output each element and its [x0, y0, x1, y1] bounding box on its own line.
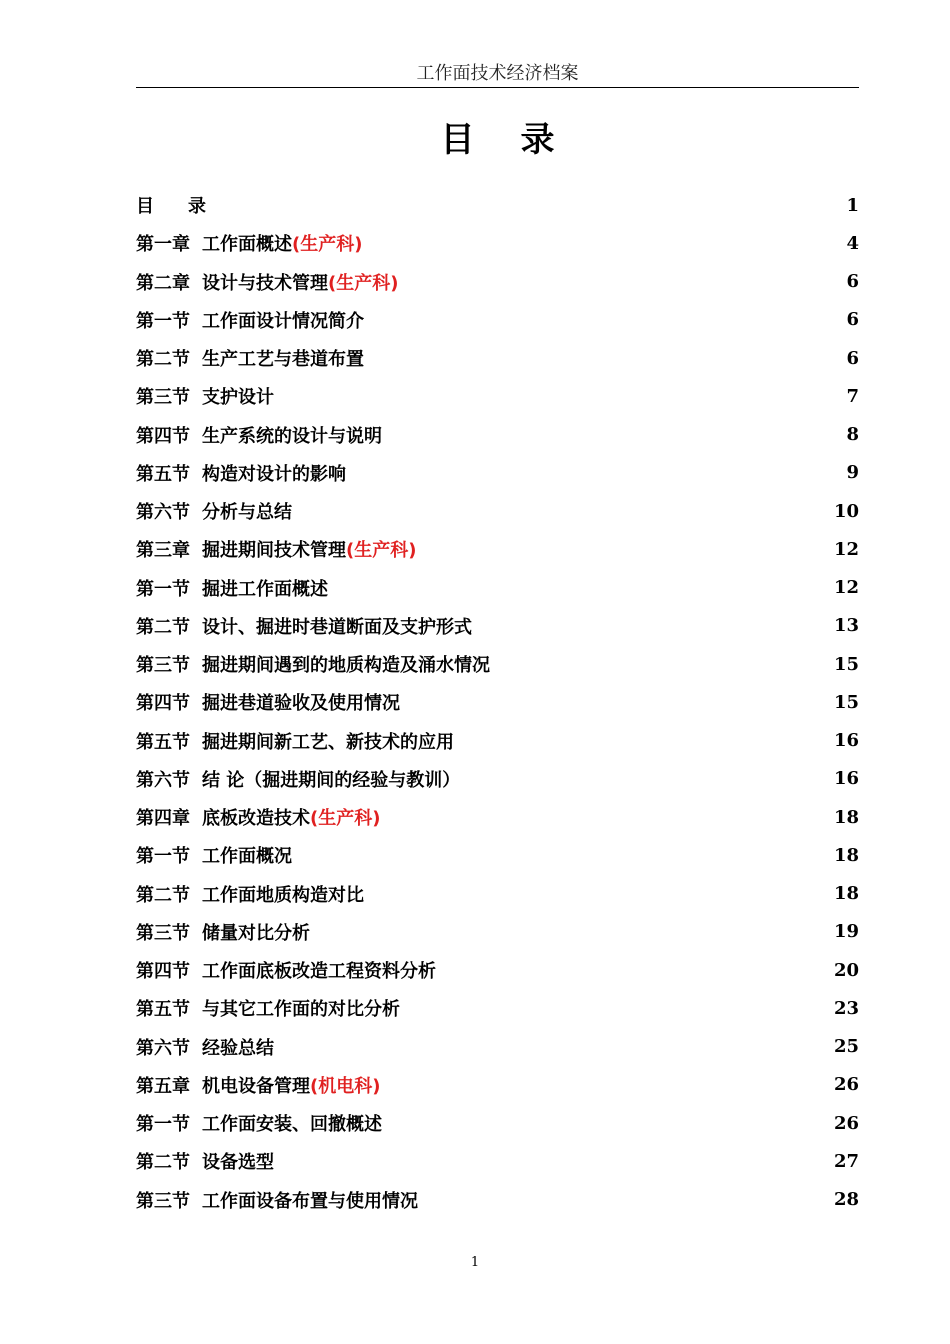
toc-heading: 目录 — [440, 120, 601, 160]
toc-entry[interactable] — [136, 722, 859, 760]
toc-entry-number: 第五节 — [136, 463, 190, 485]
toc-entry-title: 设计与技术管理 — [202, 272, 328, 294]
toc-entry-department: (机电科) — [310, 1075, 381, 1097]
toc-entry-title: 分析与总结 — [202, 502, 292, 524]
toc-entry-label — [136, 651, 490, 677]
toc-entry-number: 第一节 — [136, 1114, 190, 1136]
toc-entry-number: 第五节 — [136, 999, 190, 1021]
toc-entry[interactable] — [136, 569, 859, 607]
toc-entry[interactable] — [136, 913, 859, 951]
toc-entry-title: 工作面概况 — [202, 846, 292, 868]
toc-entry-title: 掘进期间遇到的地质构造及涌水情况 — [202, 655, 490, 677]
toc-entry-label — [136, 269, 398, 295]
toc-entry-title: 生产工艺与巷道布置 — [202, 349, 364, 371]
toc-entry-label — [136, 1110, 382, 1136]
toc-entry-page: 18 — [833, 806, 859, 828]
toc-entry-number: 第二节 — [136, 884, 190, 906]
toc-entry-label — [136, 536, 416, 562]
toc-entry-label — [136, 498, 292, 524]
toc-entry-label — [136, 1148, 274, 1174]
toc-entry[interactable] — [136, 339, 859, 377]
toc-entry-department: (生产科) — [310, 808, 381, 830]
toc-entry-number: 第四节 — [136, 961, 190, 983]
toc-entry-label — [136, 1034, 274, 1060]
toc-entry[interactable] — [136, 1028, 859, 1066]
toc-entry-number: 目 — [136, 196, 176, 218]
toc-entry-label — [136, 919, 310, 945]
toc-entry-label — [136, 230, 362, 256]
toc-entry[interactable] — [136, 454, 859, 492]
toc-entry-title: 工作面安装、回撤概述 — [202, 1114, 382, 1136]
running-header: 工作面技术经济档案 — [416, 63, 579, 84]
toc-entry-number: 第三章 — [136, 540, 190, 562]
toc-entry-title: 工作面概述 — [202, 234, 292, 256]
toc-entry-number: 第五章 — [136, 1075, 190, 1097]
toc-entry-title: 构造对设计的影响 — [202, 463, 346, 485]
toc-entry-title: 支护设计 — [202, 387, 274, 409]
toc-entry-page: 26 — [833, 1074, 859, 1096]
toc-entry[interactable] — [136, 645, 859, 683]
toc-entry-number: 第六节 — [136, 1037, 190, 1059]
toc-entry-label — [136, 383, 274, 409]
toc-entry-page: 12 — [833, 577, 859, 599]
toc-entry-number: 第三节 — [136, 922, 190, 944]
toc-entry-label — [136, 422, 382, 448]
toc-entry[interactable] — [136, 224, 859, 262]
toc-entry[interactable] — [136, 951, 859, 989]
toc-entry-label — [136, 575, 328, 601]
toc-entry-department: (生产科) — [346, 540, 417, 562]
toc-entry-label — [136, 345, 364, 371]
toc-entry-page: 19 — [833, 921, 859, 943]
toc-entry-number: 第四节 — [136, 693, 190, 715]
toc-entry-number: 第三节 — [136, 655, 190, 677]
toc-entry-page: 10 — [833, 500, 859, 522]
page-number: 1 — [470, 1255, 480, 1270]
toc-entry-number: 第二章 — [136, 272, 190, 294]
toc-entry[interactable] — [136, 1142, 859, 1180]
toc-entry[interactable] — [136, 416, 859, 454]
toc-entry-page: 6 — [846, 347, 859, 369]
toc-entry-title: 生产系统的设计与说明 — [202, 425, 382, 447]
toc-entry-label — [136, 613, 472, 639]
toc-entry-page: 6 — [846, 309, 859, 331]
toc-entry-number: 第六节 — [136, 769, 190, 791]
toc-entry-page: 25 — [833, 1036, 859, 1058]
toc-entry-label — [136, 1072, 380, 1098]
toc-entry-page: 16 — [833, 730, 859, 752]
toc-entry[interactable] — [136, 683, 859, 721]
toc-entry[interactable] — [136, 1104, 859, 1142]
toc-entry-title: 掘进期间技术管理 — [202, 540, 346, 562]
toc-entry-label — [136, 192, 228, 218]
toc-entry-page: 23 — [833, 997, 859, 1019]
toc-entry-number: 第一节 — [136, 578, 190, 600]
toc-entry-page: 9 — [846, 462, 859, 484]
header-rule — [136, 87, 859, 88]
toc-entry-number: 第三节 — [136, 387, 190, 409]
toc-entry-page: 13 — [833, 615, 859, 637]
toc-entry-title: 结 论（掘进期间的经验与教训） — [202, 769, 461, 791]
toc-entry[interactable] — [136, 836, 859, 874]
toc-entry-page: 28 — [833, 1189, 859, 1211]
toc-entry-title: 经验总结 — [202, 1037, 274, 1059]
toc-entry[interactable] — [136, 492, 859, 530]
toc-entry-page: 15 — [833, 653, 859, 675]
toc-entry-page: 16 — [833, 768, 859, 790]
toc-entry-title: 掘进工作面概述 — [202, 578, 328, 600]
toc-entry-title: 设备选型 — [202, 1152, 274, 1174]
toc-entry[interactable] — [136, 1181, 859, 1219]
toc-entry-title: 工作面地质构造对比 — [202, 884, 364, 906]
toc-entry-page: 27 — [833, 1150, 859, 1172]
toc-entry-title: 工作面设备布置与使用情况 — [202, 1190, 418, 1212]
toc-entry-number: 第四节 — [136, 425, 190, 447]
toc-entry-title: 与其它工作面的对比分析 — [202, 999, 400, 1021]
toc-entry-page: 20 — [833, 959, 859, 981]
toc-entry-label — [136, 460, 346, 486]
toc-entry[interactable] — [136, 377, 859, 415]
toc-entry-page: 26 — [833, 1112, 859, 1134]
toc-entry[interactable] — [136, 1066, 859, 1104]
toc-entry-number: 第四章 — [136, 808, 190, 830]
toc-entry-title: 底板改造技术 — [202, 808, 310, 830]
toc-entry-title: 掘进巷道验收及使用情况 — [202, 693, 400, 715]
toc-entry-number: 第一章 — [136, 234, 190, 256]
toc-entry-label — [136, 307, 364, 333]
toc-entry-title: 工作面底板改造工程资料分析 — [202, 961, 436, 983]
toc-entry-number: 第一节 — [136, 310, 190, 332]
toc-entry-department: (生产科) — [328, 272, 399, 294]
toc-entry-page: 15 — [833, 691, 859, 713]
toc-entry[interactable] — [136, 875, 859, 913]
toc-entry-number: 第一节 — [136, 846, 190, 868]
toc-entry-label — [136, 804, 380, 830]
toc-entry-label — [136, 689, 400, 715]
toc-entry-page: 1 — [846, 194, 859, 216]
toc-entry-title: 设计、掘进时巷道断面及支护形式 — [202, 616, 472, 638]
toc-entry-page: 12 — [833, 538, 859, 560]
toc-entry-label — [136, 842, 292, 868]
toc-entry-title: 录 — [188, 196, 228, 218]
toc-entry-page: 18 — [833, 883, 859, 905]
toc-entry-title: 掘进期间新工艺、新技术的应用 — [202, 731, 454, 753]
toc-entry[interactable] — [136, 301, 859, 339]
toc-entry-number: 第二节 — [136, 616, 190, 638]
toc-entry-label — [136, 728, 454, 754]
toc-entry[interactable] — [136, 263, 859, 301]
toc-entry-number: 第三节 — [136, 1190, 190, 1212]
toc-entry[interactable] — [136, 607, 859, 645]
toc-entry-page: 7 — [846, 385, 859, 407]
toc-entry-title: 工作面设计情况简介 — [202, 310, 364, 332]
toc-entry-label — [136, 957, 436, 983]
toc-entry-number: 第六节 — [136, 502, 190, 524]
toc-entry-page: 6 — [846, 271, 859, 293]
toc-entry[interactable] — [136, 989, 859, 1027]
toc-entry-label — [136, 1187, 418, 1213]
toc-entry-page: 4 — [846, 232, 859, 254]
toc-entry-label — [136, 766, 460, 792]
toc-entry[interactable] — [136, 530, 859, 568]
toc-entry[interactable] — [136, 186, 859, 224]
toc-entry[interactable] — [136, 798, 859, 836]
table-of-contents — [136, 186, 859, 1219]
toc-entry-number: 第二节 — [136, 349, 190, 371]
toc-entry-number: 第五节 — [136, 731, 190, 753]
toc-entry-title: 机电设备管理 — [202, 1075, 310, 1097]
toc-entry-page: 18 — [833, 844, 859, 866]
toc-entry-title: 储量对比分析 — [202, 922, 310, 944]
toc-entry-page: 8 — [846, 424, 859, 446]
toc-entry-label — [136, 881, 364, 907]
toc-entry-department: (生产科) — [292, 234, 363, 256]
toc-entry[interactable] — [136, 760, 859, 798]
toc-entry-label — [136, 995, 400, 1021]
toc-entry-number: 第二节 — [136, 1152, 190, 1174]
